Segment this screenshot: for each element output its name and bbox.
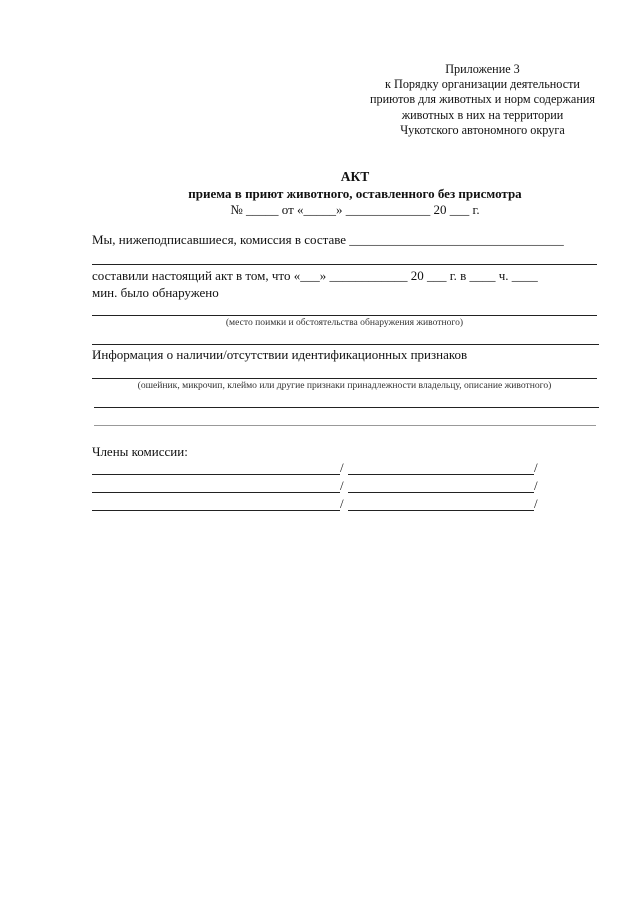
signature-rule xyxy=(92,474,340,475)
name-rule xyxy=(348,510,534,511)
act-title: АКТ xyxy=(340,169,370,184)
compiled-line: составили настоящий акт в том, что «___» ____________ 20 ___ г. в ____ ч. ____ xyxy=(92,268,538,283)
commission-members-label: Члены комиссии: xyxy=(92,444,188,459)
appendix-line: Чукотского автономного округа xyxy=(400,122,565,137)
name-rule xyxy=(348,492,534,493)
name-rule xyxy=(348,474,534,475)
blank-rule xyxy=(92,378,597,379)
signature-rule xyxy=(92,510,340,511)
signature-separator: / xyxy=(534,478,538,493)
act-subtitle: приема в приют животного, оставленного без присмотра xyxy=(188,186,522,201)
commission-line: Мы, нижеподписавшиеся, комиссия в составе _________________________________ xyxy=(92,232,564,247)
blank-rule xyxy=(92,315,597,316)
signature-separator: / xyxy=(534,496,538,511)
blank-rule xyxy=(92,264,597,265)
signature-separator: / xyxy=(340,496,344,511)
appendix-line: приютов для животных и норм содержания xyxy=(370,92,595,107)
appendix-header xyxy=(355,62,610,138)
appendix-line: Приложение 3 xyxy=(445,62,520,76)
appendix-line: к Порядку организации деятельности xyxy=(385,77,580,92)
place-caption: (место поимки и обстоятельства обнаружения животного) xyxy=(225,317,464,328)
info-line: Информация о наличии/отсутствии идентификационных признаков xyxy=(92,347,468,362)
signature-separator: / xyxy=(340,460,344,475)
act-number-line: № _____ от «_____» _____________ 20 ___ г. xyxy=(230,202,480,217)
signature-separator: / xyxy=(534,460,538,475)
found-line: мин. было обнаружено xyxy=(92,285,219,300)
blank-rule xyxy=(94,425,596,426)
appendix-line: животных в них на территории xyxy=(401,107,564,122)
info-caption: (ошейник, микрочип, клеймо или другие признаки принадлежности владельцу, описание животного) xyxy=(137,380,552,391)
blank-rule xyxy=(94,407,599,408)
signature-separator: / xyxy=(340,478,344,493)
blank-rule xyxy=(92,344,599,345)
signature-rule xyxy=(92,492,340,493)
act-title-block xyxy=(90,168,620,219)
